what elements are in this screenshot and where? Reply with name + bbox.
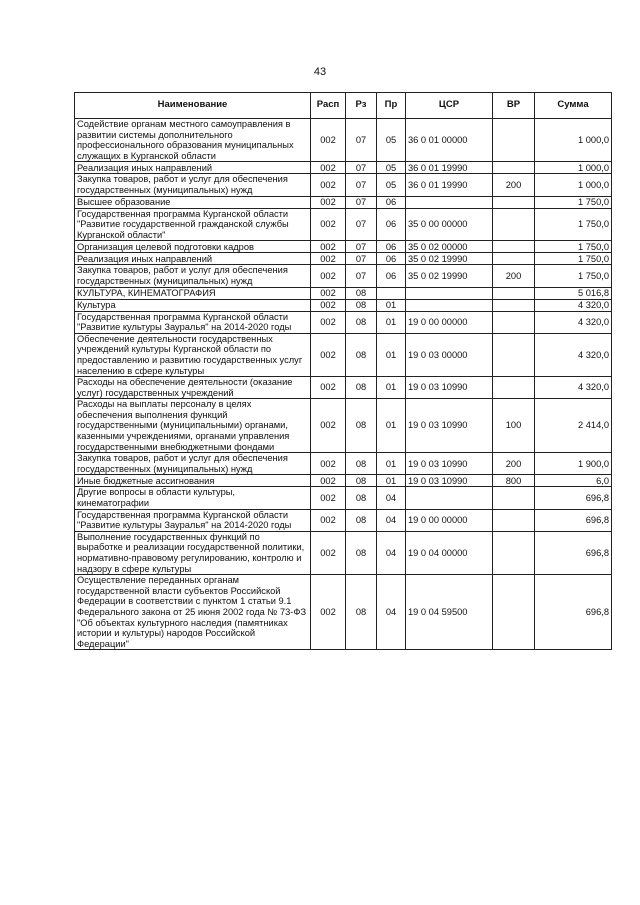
cell-pr: 06 <box>377 196 406 208</box>
cell-csr: 19 0 03 10990 <box>406 475 493 487</box>
cell-vr <box>493 162 535 174</box>
cell-rasp: 002 <box>311 174 346 196</box>
cell-pr: 06 <box>377 253 406 265</box>
cell-rasp: 002 <box>311 208 346 241</box>
cell-rz: 08 <box>346 575 377 650</box>
header-sum: Сумма <box>535 93 612 119</box>
cell-rz: 08 <box>346 531 377 574</box>
cell-sum: 1 750,0 <box>535 241 612 253</box>
cell-sum: 4 320,0 <box>535 333 612 376</box>
cell-name: Государственная программа Курганской области "Развитие государственной гражданской службы Курганской области" <box>75 208 311 241</box>
cell-sum: 4 320,0 <box>535 311 612 333</box>
cell-name: Содействие органам местного самоуправления в развитии системы дополнительного профессионального образования муниципальных служащих в Курганской области <box>75 119 311 162</box>
cell-sum: 696,8 <box>535 487 612 509</box>
cell-vr: 200 <box>493 174 535 196</box>
cell-csr: 35 0 02 19990 <box>406 253 493 265</box>
cell-name: Осуществление переданных органам государственной власти субъектов Российской Федерации в соответствии с пунктом 1 статьи 9.1 Федерального закона от 25 июня 2002 года № 73-ФЗ "Об объектах культурного наследия (памятниках истории и культуры) народов Российской Федерации" <box>75 575 311 650</box>
table-row <box>75 265 612 287</box>
cell-rz: 08 <box>346 299 377 311</box>
cell-csr: 19 0 00 00000 <box>406 509 493 531</box>
header-pr: Пр <box>377 93 406 119</box>
table-row <box>75 453 612 475</box>
header-rz: Рз <box>346 93 377 119</box>
cell-rasp: 002 <box>311 265 346 287</box>
table-row <box>75 487 612 509</box>
cell-rz: 07 <box>346 241 377 253</box>
cell-vr <box>493 299 535 311</box>
cell-rz: 07 <box>346 174 377 196</box>
cell-rz: 07 <box>346 265 377 287</box>
budget-table <box>74 92 612 650</box>
cell-csr <box>406 196 493 208</box>
table-row <box>75 399 612 453</box>
cell-rasp: 002 <box>311 453 346 475</box>
cell-pr: 01 <box>377 333 406 376</box>
cell-name: Другие вопросы в области культуры, кинематографии <box>75 487 311 509</box>
cell-rz: 08 <box>346 287 377 299</box>
cell-sum: 1 750,0 <box>535 253 612 265</box>
cell-sum: 4 320,0 <box>535 299 612 311</box>
cell-vr <box>493 575 535 650</box>
cell-pr: 05 <box>377 162 406 174</box>
cell-rasp: 002 <box>311 333 346 376</box>
table-row <box>75 475 612 487</box>
cell-rasp: 002 <box>311 509 346 531</box>
cell-rasp: 002 <box>311 487 346 509</box>
cell-csr: 35 0 00 00000 <box>406 208 493 241</box>
cell-name: Реализация иных направлений <box>75 162 311 174</box>
cell-pr: 01 <box>377 311 406 333</box>
cell-vr: 200 <box>493 453 535 475</box>
cell-pr: 05 <box>377 174 406 196</box>
cell-pr: 04 <box>377 575 406 650</box>
cell-rasp: 002 <box>311 475 346 487</box>
cell-rasp: 002 <box>311 399 346 453</box>
cell-sum: 1 000,0 <box>535 174 612 196</box>
cell-name: Организация целевой подготовки кадров <box>75 241 311 253</box>
cell-sum: 6,0 <box>535 475 612 487</box>
cell-pr: 01 <box>377 453 406 475</box>
cell-vr <box>493 208 535 241</box>
cell-rasp: 002 <box>311 253 346 265</box>
cell-rasp: 002 <box>311 377 346 399</box>
header-rasp: Расп <box>311 93 346 119</box>
table-row <box>75 311 612 333</box>
cell-rz: 08 <box>346 333 377 376</box>
cell-vr <box>493 311 535 333</box>
cell-vr: 800 <box>493 475 535 487</box>
cell-vr: 200 <box>493 265 535 287</box>
cell-pr: 04 <box>377 487 406 509</box>
cell-rasp: 002 <box>311 241 346 253</box>
cell-pr: 04 <box>377 509 406 531</box>
cell-csr: 35 0 02 19990 <box>406 265 493 287</box>
table-row <box>75 208 612 241</box>
cell-name: Государственная программа Курганской области "Развитие культуры Зауралья" на 2014-2020 годы <box>75 509 311 531</box>
cell-rz: 07 <box>346 196 377 208</box>
cell-sum: 1 750,0 <box>535 196 612 208</box>
cell-sum: 4 320,0 <box>535 377 612 399</box>
cell-rz: 07 <box>346 208 377 241</box>
cell-pr: 01 <box>377 475 406 487</box>
cell-rz: 08 <box>346 311 377 333</box>
cell-name: Иные бюджетные ассигнования <box>75 475 311 487</box>
table-row <box>75 119 612 162</box>
cell-vr <box>493 196 535 208</box>
table-row <box>75 287 612 299</box>
cell-pr: 06 <box>377 241 406 253</box>
cell-name: Расходы на выплаты персоналу в целях обеспечения выполнения функций государственными (муниципальными) органами, казенными учреждениями, органами управления государственными внебюджетными фондами <box>75 399 311 453</box>
cell-pr: 01 <box>377 299 406 311</box>
cell-csr: 19 0 00 00000 <box>406 311 493 333</box>
table-body <box>75 119 612 650</box>
table-header-row <box>75 93 612 119</box>
cell-csr: 19 0 03 10990 <box>406 377 493 399</box>
cell-pr: 01 <box>377 377 406 399</box>
cell-rasp: 002 <box>311 196 346 208</box>
cell-sum: 1 750,0 <box>535 208 612 241</box>
cell-vr <box>493 253 535 265</box>
cell-vr <box>493 509 535 531</box>
table-row <box>75 333 612 376</box>
cell-name: Выполнение государственных функций по выработке и реализации государственной политики, нормативно-правовому регулированию, контролю и надзору в сфере культуры <box>75 531 311 574</box>
cell-pr: 06 <box>377 265 406 287</box>
cell-sum: 1 000,0 <box>535 119 612 162</box>
header-vr: ВР <box>493 93 535 119</box>
cell-vr <box>493 333 535 376</box>
cell-csr: 36 0 01 00000 <box>406 119 493 162</box>
cell-rz: 07 <box>346 162 377 174</box>
cell-name: Закупка товаров, работ и услуг для обеспечения государственных (муниципальных) нужд <box>75 265 311 287</box>
header-name: Наименование <box>75 93 311 119</box>
cell-csr <box>406 287 493 299</box>
cell-sum: 2 414,0 <box>535 399 612 453</box>
cell-rasp: 002 <box>311 531 346 574</box>
cell-pr: 05 <box>377 119 406 162</box>
cell-csr: 19 0 03 00000 <box>406 333 493 376</box>
cell-vr <box>493 377 535 399</box>
cell-rz: 08 <box>346 475 377 487</box>
cell-csr: 36 0 01 19990 <box>406 162 493 174</box>
cell-vr <box>493 241 535 253</box>
cell-rasp: 002 <box>311 162 346 174</box>
cell-rasp: 002 <box>311 311 346 333</box>
cell-csr <box>406 299 493 311</box>
table-row <box>75 575 612 650</box>
cell-vr <box>493 487 535 509</box>
cell-sum: 696,8 <box>535 575 612 650</box>
cell-name: Расходы на обеспечение деятельности (оказание услуг) государственных учреждений <box>75 377 311 399</box>
table-row <box>75 174 612 196</box>
table-row <box>75 253 612 265</box>
cell-vr <box>493 531 535 574</box>
cell-rasp: 002 <box>311 119 346 162</box>
cell-rz: 08 <box>346 453 377 475</box>
table-row <box>75 299 612 311</box>
cell-csr: 19 0 03 10990 <box>406 399 493 453</box>
cell-sum: 696,8 <box>535 509 612 531</box>
cell-sum: 1 000,0 <box>535 162 612 174</box>
cell-name: Закупка товаров, работ и услуг для обеспечения государственных (муниципальных) нужд <box>75 453 311 475</box>
cell-name: Культура <box>75 299 311 311</box>
cell-vr: 100 <box>493 399 535 453</box>
cell-csr: 36 0 01 19990 <box>406 174 493 196</box>
cell-name: Обеспечение деятельности государственных учреждений культуры Курганской области по предоставлению и развитию государственных услуг населению в сфере культуры <box>75 333 311 376</box>
page-number: 43 <box>313 66 327 78</box>
cell-rz: 08 <box>346 487 377 509</box>
cell-name: Государственная программа Курганской области "Развитие культуры Зауралья" на 2014-2020 годы <box>75 311 311 333</box>
cell-vr <box>493 287 535 299</box>
cell-rz: 08 <box>346 509 377 531</box>
header-csr: ЦСР <box>406 93 493 119</box>
cell-rz: 07 <box>346 253 377 265</box>
cell-pr <box>377 287 406 299</box>
cell-vr <box>493 119 535 162</box>
cell-pr: 01 <box>377 399 406 453</box>
table-row <box>75 531 612 574</box>
cell-sum: 696,8 <box>535 531 612 574</box>
cell-sum: 5 016,8 <box>535 287 612 299</box>
cell-csr: 19 0 04 00000 <box>406 531 493 574</box>
cell-sum: 1 750,0 <box>535 265 612 287</box>
cell-rz: 08 <box>346 377 377 399</box>
cell-name: КУЛЬТУРА, КИНЕМАТОГРАФИЯ <box>75 287 311 299</box>
cell-name: Закупка товаров, работ и услуг для обеспечения государственных (муниципальных) нужд <box>75 174 311 196</box>
cell-name: Реализация иных направлений <box>75 253 311 265</box>
table-row <box>75 377 612 399</box>
cell-rasp: 002 <box>311 299 346 311</box>
cell-pr: 04 <box>377 531 406 574</box>
cell-csr: 19 0 04 59500 <box>406 575 493 650</box>
cell-name: Высшее образование <box>75 196 311 208</box>
table-row <box>75 241 612 253</box>
cell-rz: 08 <box>346 399 377 453</box>
cell-pr: 06 <box>377 208 406 241</box>
cell-rasp: 002 <box>311 575 346 650</box>
cell-rasp: 002 <box>311 287 346 299</box>
table-row <box>75 509 612 531</box>
cell-rz: 07 <box>346 119 377 162</box>
table-row <box>75 162 612 174</box>
cell-sum: 1 900,0 <box>535 453 612 475</box>
cell-csr: 35 0 02 00000 <box>406 241 493 253</box>
table-row <box>75 196 612 208</box>
cell-csr <box>406 487 493 509</box>
cell-csr: 19 0 03 10990 <box>406 453 493 475</box>
